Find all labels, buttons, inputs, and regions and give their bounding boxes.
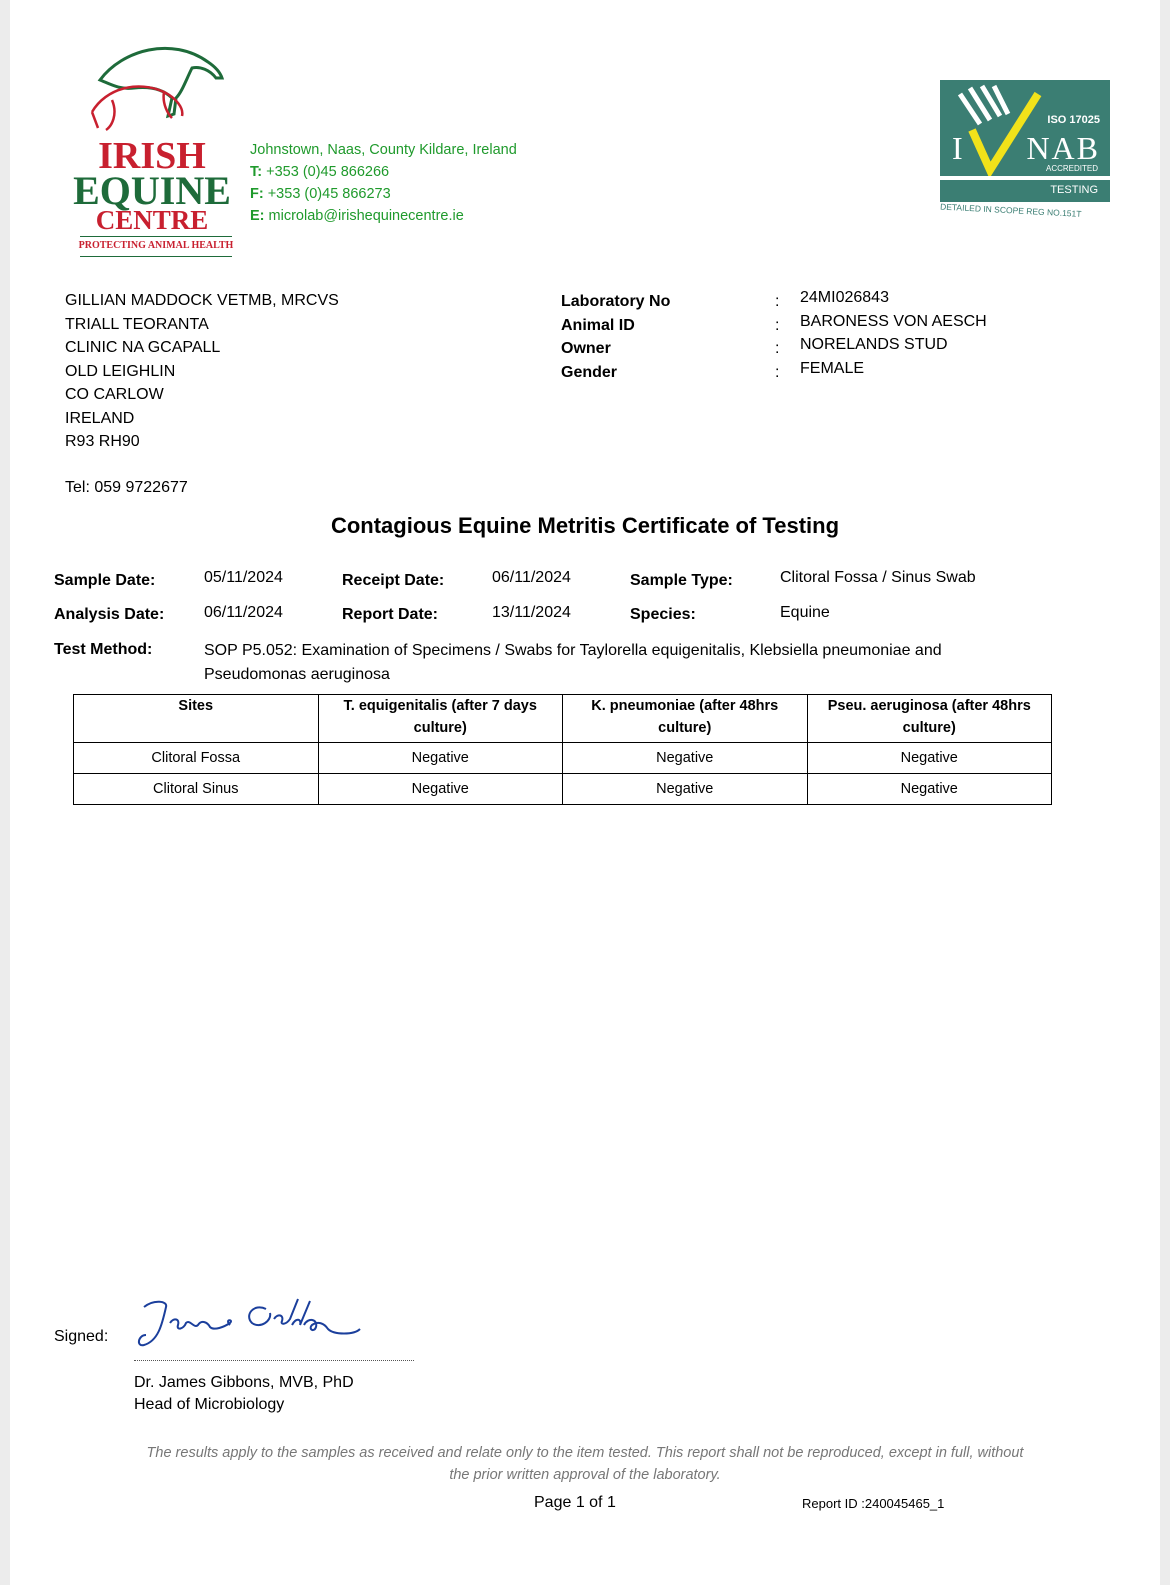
detail-row-animal-id [561,313,1061,337]
detail-label: Animal ID [561,316,635,334]
certificate-page [10,0,1160,1585]
table-cell: Negative [807,774,1052,805]
column-header: Sites [74,695,319,743]
logo-line-equine: EQUINE [73,168,231,213]
recipient-line: CLINIC NA GCAPALL [65,339,221,356]
inab-accreditation-badge [940,80,1112,220]
signatory-role: Head of Microbiology [134,1396,285,1413]
detail-colon: : [775,293,780,310]
detail-label: Owner [561,340,611,357]
column-header: Pseu. aeruginosa (after 48hrs culture) [807,695,1052,743]
lab-phone: T: +353 (0)45 866266 [250,164,390,180]
logo-tagline: PROTECTING ANIMAL HEALTH [78,240,234,251]
detail-colon: : [775,340,780,357]
logo-divider-bottom [80,256,232,257]
detail-label: Gender [561,363,618,381]
detail-colon: : [775,316,780,334]
table-cell: Negative [318,774,563,805]
species-value: Equine [780,604,830,621]
sample-date-value: 05/11/2024 [204,569,283,586]
lab-address: Johnstown, Naas, County Kildare, Ireland [250,142,517,158]
recipient-address [65,289,339,454]
test-method-label: Test Method: [54,641,153,658]
detail-value: FEMALE [800,359,865,377]
detail-row-owner [561,336,1061,360]
lab-contact [250,139,517,227]
logo-divider [80,236,232,237]
detail-row-gender [561,360,1061,384]
animal-details [561,289,1061,383]
column-header: K. pneumoniae (after 48hrs culture) [563,695,808,743]
table-cell: Negative [563,743,808,774]
table-cell: Negative [318,743,563,774]
recipient-line: TRIALL TEORANTA [65,315,209,333]
recipient-tel: Tel: 059 9722677 [65,479,188,496]
sample-type-value: Clitoral Fossa / Sinus Swab [780,569,976,586]
report-date-value: 13/11/2024 [492,604,571,621]
receipt-date-label: Receipt Date: [342,572,445,589]
irish-equine-centre-logo [72,40,232,262]
disclaimer-line: the prior written approval of the laboratory. [449,1467,721,1483]
logo-line-centre: CENTRE [95,205,209,235]
recipient-line: OLD LEIGHLIN [65,362,176,380]
table-cell: Negative [563,774,808,805]
recipient-line: R93 RH90 [65,433,140,450]
detail-colon: : [775,363,780,381]
detail-row-lab-no [561,289,1061,313]
disclaimer-line: The results apply to the samples as received and relate only to the item tested. This report shall not be reproduced, except in full, without [146,1445,1024,1461]
recipient-line: IRELAND [65,409,135,427]
sample-type-label: Sample Type: [630,572,733,589]
page-number: Page 1 of 1 [534,1494,616,1511]
lab-email: E: microlab@irishequinecentre.ie [250,208,464,224]
signature-line [134,1360,414,1361]
test-method-value [204,639,942,687]
inab-testing: TESTING [1050,184,1098,196]
certificate-title: Contagious Equine Metritis Certificate of Testing [330,513,840,538]
sample-date-label: Sample Date: [54,572,156,589]
horse-logo-icon [72,40,232,140]
lab-fax: F: +353 (0)45 866273 [250,186,391,202]
detail-value: 24MI026843 [800,289,889,306]
results-table [73,694,1052,805]
inab-nab: NAB [1026,130,1100,166]
test-method-line: SOP P5.052: Examination of Specimens / Swabs for Taylorella equigenitalis, Klebsiella pneumoniae and [204,642,942,659]
column-header: T. equigenitalis (after 7 days culture) [318,695,563,743]
recipient-line: GILLIAN MADDOCK VETMB, MRCVS [65,292,339,309]
report-id: Report ID :240045465_1 [802,1496,945,1511]
inab-iso: ISO 17025 [1047,114,1100,126]
receipt-date-value: 06/11/2024 [492,569,571,586]
table-header-row [74,695,1052,743]
handwritten-signature-icon [134,1295,374,1357]
disclaimer [10,1442,1160,1486]
analysis-date-label: Analysis Date: [54,606,165,623]
detail-value: BARONESS VON AESCH [800,312,987,330]
table-cell: Clitoral Sinus [74,774,319,805]
signed-label: Signed: [54,1328,109,1345]
signatory-name: Dr. James Gibbons, MVB, PhD [134,1374,354,1391]
analysis-date-value: 06/11/2024 [204,604,283,621]
table-cell: Negative [807,743,1052,774]
inab-accredited: ACCREDITED [1045,164,1098,173]
detail-value: NORELANDS STUD [800,336,948,353]
table-cell: Clitoral Fossa [74,743,319,774]
report-date-label: Report Date: [342,606,439,623]
recipient-line: CO CARLOW [65,386,164,403]
inab-scope: DETAILED IN SCOPE REG NO.151T [939,201,1082,219]
table-row [74,743,1052,774]
table-row [74,774,1052,805]
test-method-line: Pseudomonas aeruginosa [204,666,390,683]
logo-line-irish: IRISH [98,135,206,177]
detail-label: Laboratory No [561,293,671,310]
inab-i: I [952,130,963,166]
species-label: Species: [630,606,696,623]
